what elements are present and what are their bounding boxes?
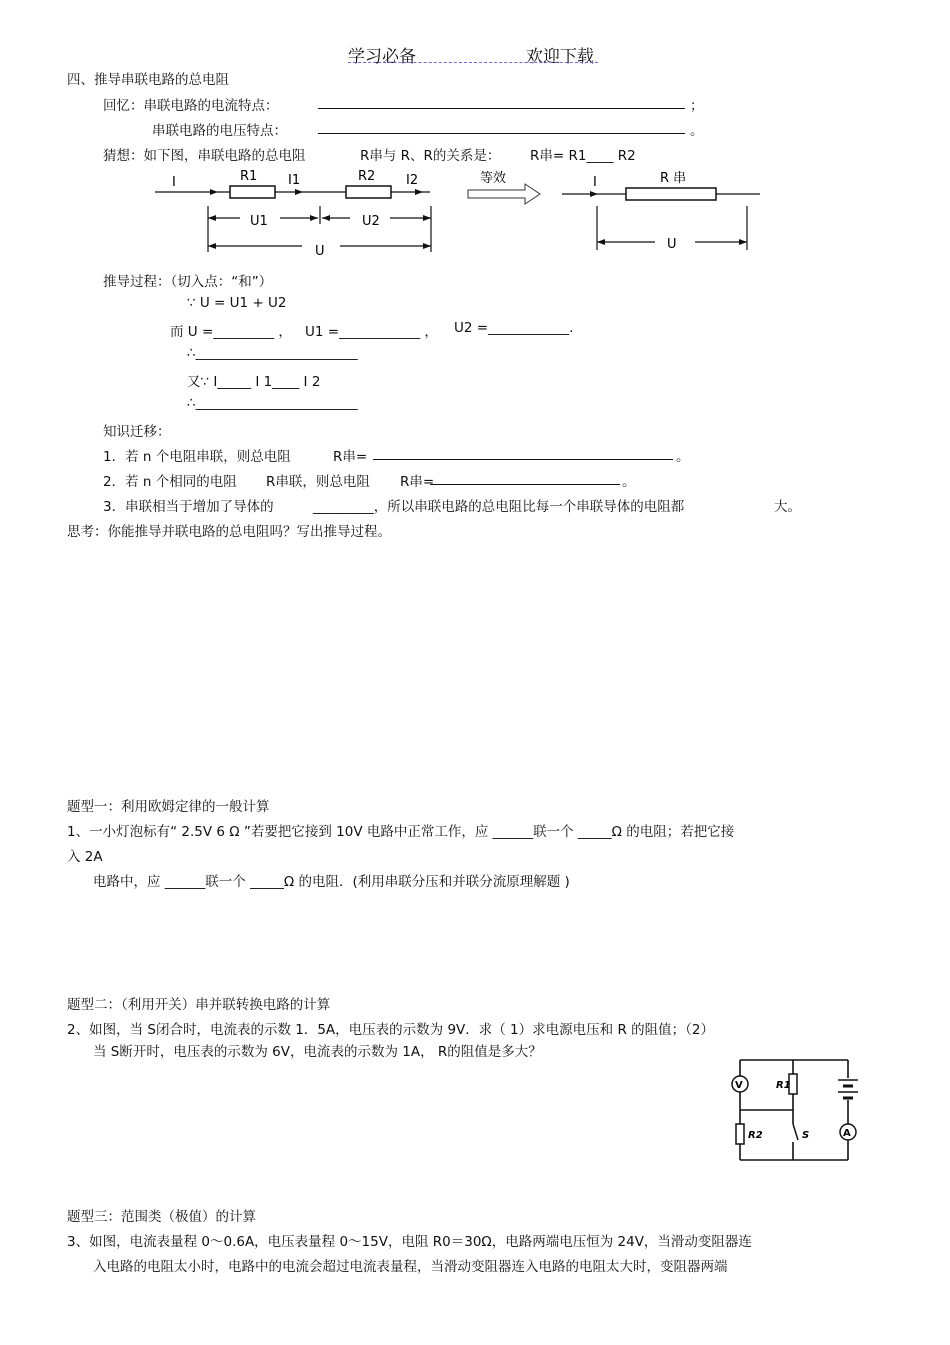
svg-text:S: S xyxy=(802,1130,810,1141)
recall-voltage: 串联电路的电压特点： xyxy=(152,123,287,139)
type2-p1: 2、如图，当 S闭合时，电流表的示数 1．5A，电压表的示数为 9V．求（ 1）求电源电压和 R 的阻值；（2） xyxy=(67,1022,714,1038)
section-title: 四、推导串联电路的总电阻 xyxy=(67,72,229,88)
recall-current: 回忆：串联电路的电流特点： xyxy=(103,98,279,114)
header-left: 学习必备 xyxy=(348,47,416,67)
label-equiv: 等效 xyxy=(480,171,507,186)
label-Rs: R 串 xyxy=(660,171,687,186)
guess-rs: R串与 R、R的关系是： xyxy=(360,148,501,164)
derive-line5: ∴________________________ xyxy=(187,395,358,411)
type2-p2: 当 S断开时，电压表的示数为 6V，电流表的示数为 1A， R的阻值是多大？ xyxy=(93,1044,542,1060)
think-question: 思考：你能推导并联电路的总电阻吗？写出推导过程。 xyxy=(67,524,391,540)
label-U2: U2 xyxy=(362,214,380,229)
punct: 。 xyxy=(622,474,636,490)
svg-text:R1: R1 xyxy=(776,1080,791,1091)
type1-p3: 电路中，应 ______联一个 _____Ω 的电阻．(利用串联分压和并联分流原理解题 ) xyxy=(93,874,570,890)
transfer-title: 知识迁移： xyxy=(103,424,171,440)
label-I1: I1 xyxy=(288,173,301,188)
transfer-q2c: R串= xyxy=(400,474,435,490)
svg-text:V: V xyxy=(735,1080,743,1091)
circuit-figure xyxy=(718,1048,863,1168)
derive-line1: ∵ U = U1 + U2 xyxy=(187,295,287,311)
label-I: I xyxy=(172,175,176,190)
svg-text:A: A xyxy=(843,1128,851,1139)
transfer-q1b: R串= xyxy=(333,449,368,465)
derive-line2a: 而 U =_________ ， xyxy=(170,324,292,340)
punct: 。 xyxy=(690,123,704,139)
resistor-r2 xyxy=(736,1124,744,1144)
transfer-q3c: 大。 xyxy=(774,499,801,515)
label-I-right: I xyxy=(593,175,597,190)
transfer-q2: 2．若 n 个相同的电阻 xyxy=(103,474,237,490)
label-U1: U1 xyxy=(250,214,268,229)
blank-line xyxy=(373,447,673,460)
blank-line xyxy=(318,121,685,134)
transfer-q2b: R串联，则总电阻 xyxy=(266,474,370,490)
transfer-q3a: 3．串联相当于增加了导体的 xyxy=(103,499,274,515)
derive-line4: 又∵ I_____ I 1____ I 2 xyxy=(187,374,321,390)
header-right: 欢迎下载 xyxy=(526,47,594,67)
type1-title: 题型一：利用欧姆定律的一般计算 xyxy=(67,799,270,815)
type3-title: 题型三：范围类（极值）的计算 xyxy=(67,1209,256,1225)
label-R2: R2 xyxy=(358,169,376,184)
derive-line3: ∴________________________ xyxy=(187,345,358,361)
label-U: U xyxy=(315,244,325,259)
blank-line xyxy=(318,96,685,109)
type1-p1: 1、一小灯泡标有“ 2.5V 6 Ω ”若要把它接到 10V 电路中正常工作，应 ______联一个 _____Ω 的电阻；若把它接 xyxy=(67,824,735,840)
type3-p2: 入电路的电阻太小时，电路中的电流会超过电流表量程，当滑动变阻器连入电路的电阻太大时，变阻器两端 xyxy=(93,1259,728,1275)
blank-line xyxy=(430,472,620,485)
guess-eq: R串= R1____ R2 xyxy=(530,148,636,164)
type1-p2: 入 2A xyxy=(67,849,103,865)
label-U-right: U xyxy=(667,237,677,252)
svg-text:R2: R2 xyxy=(748,1130,763,1141)
transfer-q3b: _________，所以串联电路的总电阻比每一个串联导体的电阻都 xyxy=(313,499,685,515)
type2-title: 题型二：（利用开关）串并联转换电路的计算 xyxy=(67,997,331,1013)
punct: 。 xyxy=(676,449,690,465)
label-R1: R1 xyxy=(240,169,258,184)
guess-text: 猜想：如下图，串联电路的总电阻 xyxy=(103,148,306,164)
transfer-q1: 1．若 n 个电阻串联，则总电阻 xyxy=(103,449,291,465)
derive-title: 推导过程：（切入点：“和”） xyxy=(103,274,273,290)
label-I2: I2 xyxy=(406,173,419,188)
series-diagram xyxy=(150,162,770,272)
derive-line2b: U1 =____________ ， xyxy=(305,324,438,340)
derive-line2c: U2 =____________. xyxy=(454,320,574,336)
punct: ； xyxy=(690,98,704,114)
type3-p1: 3、如图，电流表量程 0～0.6A，电压表量程 0～15V，电阻 R0＝30Ω，电路两端电压恒为 24V，当滑动变阻器连 xyxy=(67,1234,752,1250)
equiv-arrow xyxy=(468,184,540,204)
header-underline xyxy=(348,62,598,63)
